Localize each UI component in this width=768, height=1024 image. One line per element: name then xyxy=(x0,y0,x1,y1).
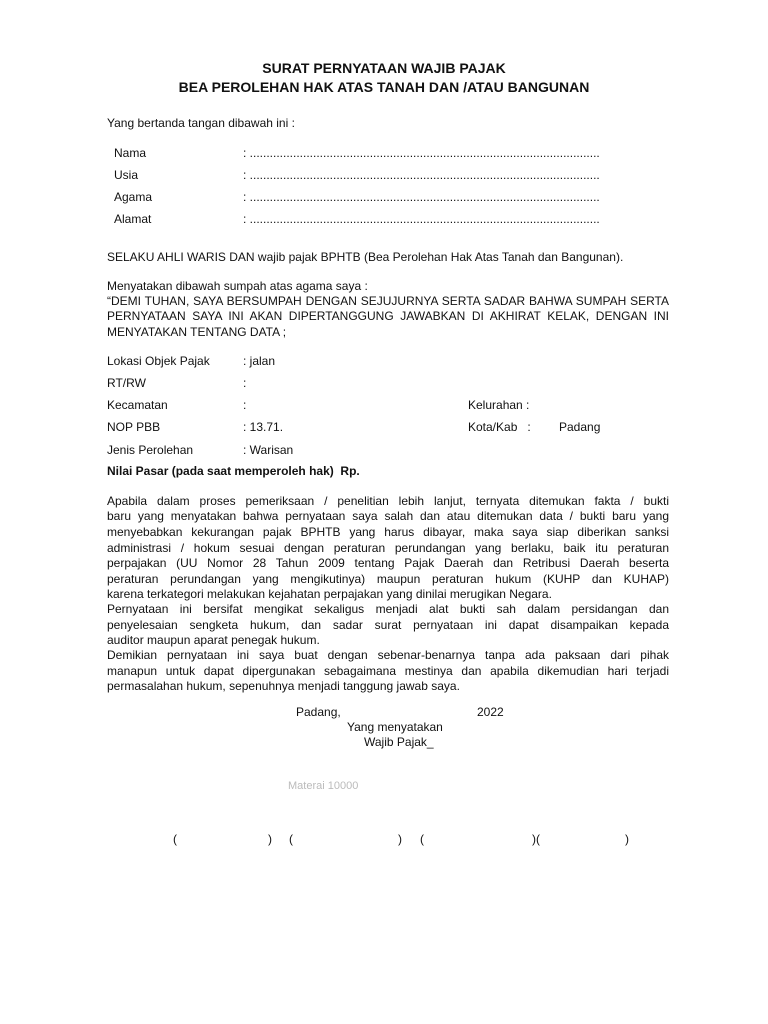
bracket: ) xyxy=(398,832,402,846)
jenis-perolehan-value: : Warisan xyxy=(243,443,294,457)
identity-label-usia: Usia xyxy=(114,168,139,182)
sign-title: Yang menyatakan xyxy=(347,720,443,734)
sign-year: 2022 xyxy=(477,705,504,719)
paragraph-line: penyelesaian sengketa hukum, dan sadar surat pernyataan ini dapat disampaikan kepada xyxy=(107,618,669,632)
kecamatan-value: : xyxy=(243,398,247,412)
identity-label-agama: Agama xyxy=(114,190,153,204)
paragraph-line: menyebabkan kekurangan pajak BPHTB yang harus dibayar, maka saya siap diberikan sanksi xyxy=(107,525,669,539)
lokasi-value: : jalan xyxy=(243,354,276,368)
role-statement: SELAKU AHLI WARIS DAN wajib pajak BPHTB (Bea Perolehan Hak Atas Tanah dan Bangunan). xyxy=(107,250,624,264)
kecamatan-label: Kecamatan xyxy=(107,398,168,412)
oath-line: PERNYATAAN SAYA INI AKAN DIPERTANGGUNG JAWABKAN DI AKHIRAT KELAK, DENGAN INI xyxy=(107,309,669,323)
paragraph-line: Apabila dalam proses pemeriksaan / penelitian lebih lanjut, ternyata ditemukan fakta / bukti xyxy=(107,494,669,508)
paragraph-line: Demikian pernyataan ini saya buat dengan sebenar-benarnya tanpa ada paksaan dari pihak xyxy=(107,648,669,662)
paragraph-line: baru yang menyatakan bahwa pernyataan saya salah dan atau ditemukan data / bukti baru yang xyxy=(107,509,669,523)
paragraph-line: manapun untuk dapat dipergunakan sebagaimana mestinya dan apabila dikemudian hari terjadi xyxy=(107,664,669,678)
paragraph-line: administrasi / hokum sesuai dengan peraturan perundangan yang berlaku, baik itu peraturan xyxy=(107,541,669,555)
kota-label: Kota/Kab : xyxy=(468,420,531,434)
nilai-pasar: Nilai Pasar (pada saat memperoleh hak) Rp. xyxy=(107,464,360,478)
identity-value-agama: : ......................................................................................................... xyxy=(243,190,600,204)
oath-line: “DEMI TUHAN, SAYA BERSUMPAH DENGAN SEJUJURNYA SERTA SADAR BAHWA SUMPAH SERTA xyxy=(107,294,669,308)
document-title-line1: SURAT PERNYATAAN WAJIB PAJAK xyxy=(262,60,506,76)
identity-label-nama: Nama xyxy=(114,146,147,160)
materai-stamp-placeholder: Materai 10000 xyxy=(288,780,359,792)
identity-value-alamat: : ......................................................................................................... xyxy=(243,212,600,226)
paragraph-line: Pernyataan ini bersifat mengikat sekaligus menjadi alat bukti sah dalam persidangan dan xyxy=(107,602,669,616)
intro-text: Yang bertanda tangan dibawah ini : xyxy=(107,116,295,130)
paragraph-line: perpajakan (UU Nomor 28 Tahun 2009 tentang Pajak Daerah dan Retribusi Daerah beserta xyxy=(107,556,669,570)
bracket: )( xyxy=(532,832,540,846)
sign-place: Padang, xyxy=(296,705,341,719)
bracket: ) xyxy=(625,832,629,846)
bracket: ( xyxy=(289,832,293,846)
identity-value-usia: : ......................................................................................................... xyxy=(243,168,600,182)
paragraph-line: auditor maupun aparat penegak hukum. xyxy=(107,633,320,647)
paragraph-line: peraturan perundangan yang mengikutinya) maupun peraturan hukum (KUHP dan KUHAP) xyxy=(107,572,669,586)
nop-label: NOP PBB xyxy=(107,420,161,434)
lokasi-label: Lokasi Objek Pajak xyxy=(107,354,210,368)
nop-value: : 13.71. xyxy=(243,420,284,434)
jenis-perolehan-label: Jenis Perolehan xyxy=(107,443,194,457)
kota-value: Padang xyxy=(559,420,601,434)
kelurahan-label: Kelurahan : xyxy=(468,398,530,412)
rtrw-label: RT/RW xyxy=(107,376,146,390)
identity-value-nama: : ......................................................................................................... xyxy=(243,146,600,160)
rtrw-value: : xyxy=(243,376,247,390)
bracket: ( xyxy=(173,832,177,846)
document-title-line2: BEA PEROLEHAN HAK ATAS TANAH DAN /ATAU BANGUNAN xyxy=(178,79,590,95)
oath-line: MENYATAKAN TENTANG DATA ; xyxy=(107,325,287,339)
paragraph-line: karena terkategori melakukan kejahatan perpajakan yang dinilai merugikan Negara. xyxy=(107,587,552,601)
oath-intro: Menyatakan dibawah sumpah atas agama saya : xyxy=(107,279,368,293)
bracket: ) xyxy=(268,832,272,846)
sign-role: Wajib Pajak_ xyxy=(364,735,434,749)
paragraph-line: permasalahan hukum, sepenuhnya menjadi tanggung jawab saya. xyxy=(107,679,460,693)
identity-label-alamat: Alamat xyxy=(114,212,152,226)
bracket: ( xyxy=(420,832,424,846)
